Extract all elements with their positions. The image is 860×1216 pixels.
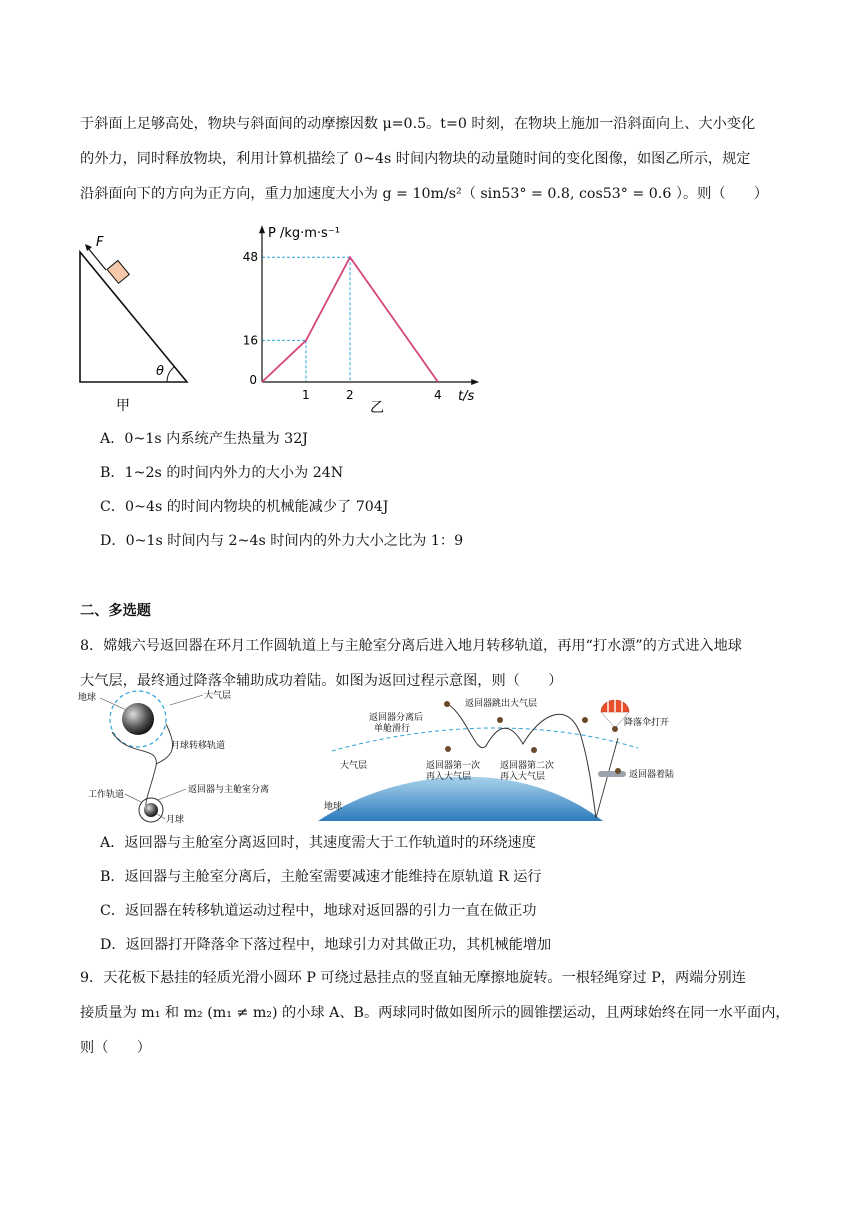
q9-line-2: 接质量为 m₁ 和 m₂ (m₁ ≠ m₂) 的小球 A、B。两球同时做如图所示的圆锥摆运动，且两球始终在同一水平面内，	[80, 1005, 790, 1021]
q8-option-b: B．返回器与主舱室分离后，主舱室需要减速才能维持在原轨道 R 运行	[100, 869, 542, 885]
q8-option-c: C．返回器在转移轨道运动过程中，地球对返回器的引力一直在做正功	[100, 903, 537, 919]
force-arrowhead	[85, 244, 92, 251]
label-transfer-orbit: 月球转移轨道	[171, 741, 226, 751]
label-jump-out: 返回器跳出大气层	[465, 699, 538, 709]
q7-line-2: 的外力，同时释放物块，利用计算机描绘了 0~4s 时间内物块的动量随时间的变化图像，如图乙所示，规定	[80, 151, 751, 167]
y-tick-label: 16	[242, 333, 258, 348]
block	[107, 261, 129, 284]
label-parachute: 降落伞打开	[624, 718, 670, 728]
figure-return-trajectory	[318, 688, 675, 826]
q8-line-1: 8．嫦娥六号返回器在环月工作圆轨道上与主舱室分离后进入地月转移轨道，再用“打水漂”的方式进入地球	[80, 638, 742, 654]
x-tick-label: 0	[249, 373, 257, 387]
figure-return-orbit	[78, 688, 298, 828]
q9-line-3: 则（ ）	[80, 1040, 151, 1056]
label-earth-surface: 地球	[324, 802, 343, 812]
q8-option-d: D．返回器打开降落伞下落过程中，地球引力对其做正功，其机械能增加	[100, 937, 552, 953]
label-sep-glide-1: 返回器分离后	[369, 713, 424, 723]
capsule-1	[444, 701, 450, 707]
capsule-3	[497, 717, 503, 723]
chart-y-axis-label: P /kg·m·s⁻¹	[268, 226, 340, 241]
label-first-entry-2: 再入大气层	[426, 772, 472, 782]
y-tick-label: 48	[242, 250, 258, 265]
figure-incline	[70, 230, 200, 415]
q7-option-c: C．0~4s 的时间内物块的机械能减少了 704J	[100, 499, 389, 515]
x-tick-label: 2	[346, 388, 354, 402]
q7-line-1: 于斜面上足够高处，物块与斜面间的动摩擦因数 μ=0.5。t=0 时刻，在物块上施加一沿斜面向上、大小变化	[80, 116, 756, 132]
capsule-4	[531, 747, 537, 753]
q8-line-2: 大气层，最终通过降落伞辅助成功着陆。如图为返回过程示意图，则（ ）	[80, 673, 563, 689]
x-axis-arrow	[471, 379, 479, 385]
label-sep-glide-2: 单舱滑行	[374, 724, 411, 734]
chart-x-axis-label: t/s	[458, 389, 475, 404]
label-landing: 返回器着陆	[629, 770, 675, 780]
label-first-entry-1: 返回器第一次	[426, 761, 481, 771]
force-arrow	[88, 248, 106, 270]
section-heading: 二、多选题	[80, 603, 151, 619]
chart-axes	[259, 225, 479, 385]
earth-surface	[318, 777, 603, 821]
q7-line-3: 沿斜面向下的方向为正方向，重力加速度大小为 g = 10m/s²（ sin53° = 0.8, cos53° = 0.6 ）。则（ ）	[80, 186, 769, 202]
x-tick-label: 4	[434, 388, 442, 402]
q8-option-a: A．返回器与主舱室分离返回时，其速度需大于工作轨道时的环绕速度	[100, 835, 536, 851]
figure-caption-yi: 乙	[370, 400, 384, 416]
angle-label: θ	[156, 364, 164, 379]
capsule-2	[445, 746, 451, 752]
force-label: F	[96, 235, 104, 250]
y-axis-arrow	[259, 225, 265, 233]
label-separation: 返回器与主舱室分离	[188, 785, 270, 795]
label-atmosphere: 大气层	[204, 691, 232, 701]
angle-arc	[167, 367, 174, 382]
q7-option-d: D．0~1s 时间内与 2~4s 时间内的外力大小之比为 1：9	[100, 533, 464, 549]
x-tick-label: 1	[302, 388, 310, 402]
q9-line-1: 9．天花板下悬挂的轻质光滑小圆环 P 可绕过悬挂点的竖直轴无摩擦地旋转。一根轻绳穿过 P，两端分别连	[80, 970, 746, 986]
label-earth: 地球	[78, 693, 97, 703]
incline-triangle	[80, 252, 187, 382]
label-second-entry-1: 返回器第二次	[500, 761, 555, 771]
figure-momentum-chart	[230, 222, 500, 417]
q7-option-a: A．0~1s 内系统产生热量为 32J	[100, 431, 308, 447]
label-atmosphere-layer: 大气层	[340, 761, 368, 771]
moon-ball	[144, 803, 158, 817]
landing-pad	[598, 771, 626, 777]
label-second-entry-2: 再入大气层	[500, 772, 546, 782]
q9-text	[80, 961, 790, 1066]
figure-caption-jia: 甲	[116, 398, 130, 414]
chart-guides	[262, 257, 350, 382]
capsule-5	[582, 717, 588, 723]
q7-text	[80, 107, 780, 212]
label-moon: 月球	[166, 815, 185, 825]
earth-ball	[122, 703, 154, 735]
q7-option-b: B．1~2s 的时间内外力的大小为 24N	[100, 465, 344, 481]
label-work-orbit: 工作轨道	[88, 790, 125, 800]
